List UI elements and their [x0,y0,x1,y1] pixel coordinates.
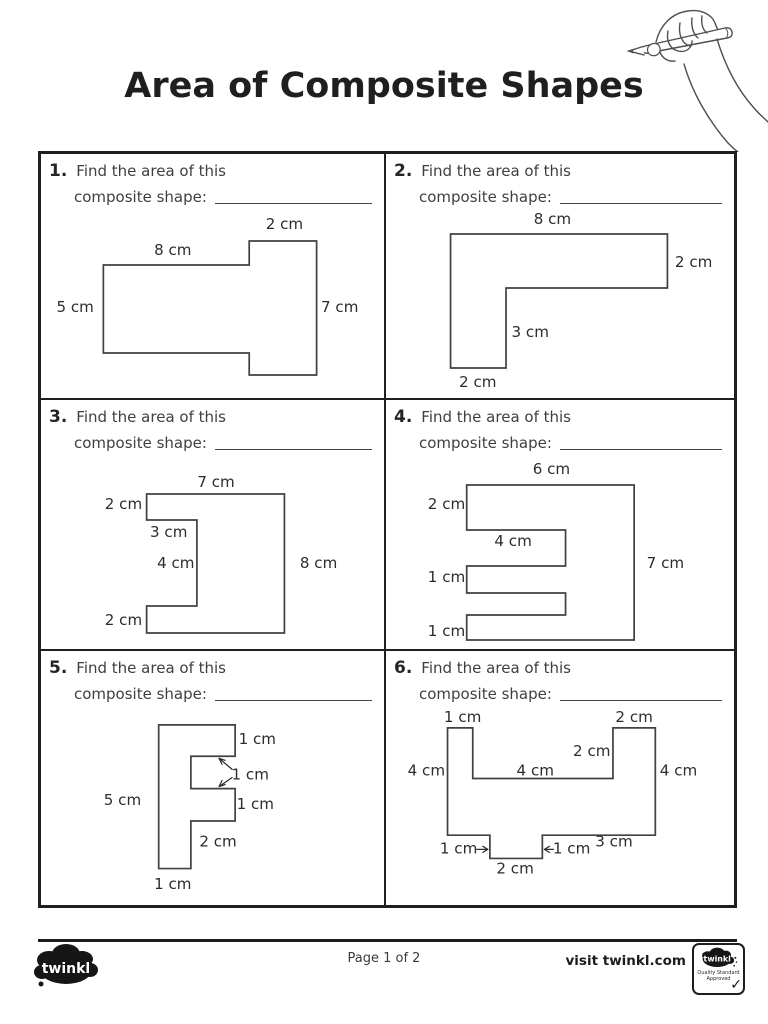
dimension-label: 3 cm [150,523,188,541]
quality-standard-badge [692,943,745,995]
badge-logo-text: twinkl [703,954,731,964]
dimension-label: 7 cm [646,554,685,572]
answer-line[interactable] [560,699,722,701]
question-prompt [49,159,374,210]
question-prompt [394,159,724,210]
dimension-label: 2 cm [459,373,497,391]
dimension-label: 2 cm [573,742,611,761]
dimension-label: 6 cm [532,460,571,478]
dimension-label: 3 cm [511,323,549,341]
prompt-line2: composite shape: [419,434,552,452]
twinkl-logo-text: twinkl [41,961,91,977]
prompt-line1: Find the area of this [76,408,226,426]
question-number: 6. [394,658,413,678]
dimension-label: 5 cm [56,298,94,316]
prompt-line2: composite shape: [74,685,207,703]
dimension-label: 2 cm [674,253,713,271]
dimension-label: 4 cm [659,761,698,780]
worksheet-grid [38,151,737,908]
prompt-line1: Find the area of this [421,162,571,180]
dimension-label: 1 cm [154,874,192,893]
dimension-label: 2 cm [104,611,143,629]
dimension-label: 8 cm [154,241,192,259]
question-cell-3 [41,400,386,651]
dimension-label: 5 cm [103,790,142,809]
prompt-line1: Find the area of this [76,659,226,677]
question-number: 4. [394,407,413,427]
prompt-line1: Find the area of this [421,659,571,677]
answer-line[interactable] [215,448,372,450]
dimension-label: 2 cm [496,859,534,878]
question-cell-5 [41,651,386,905]
prompt-line2: composite shape: [419,188,552,206]
prompt-line2: composite shape: [74,434,207,452]
badge-check-icon: ✓ [730,977,742,993]
footer-divider [38,939,737,942]
dimension-label: 1 cm [427,568,466,586]
question-prompt [49,656,374,707]
dimension-label: 8 cm [299,554,338,572]
answer-line[interactable] [560,202,722,204]
dimension-label: 2 cm [199,832,237,851]
dimension-label: 2 cm [615,707,653,726]
dimension-label: 4 cm [407,761,446,780]
dimension-label: 2 cm [427,495,466,513]
question-number: 3. [49,407,68,427]
dimension-label: 1 cm [427,622,466,640]
dimension-label: 7 cm [197,473,235,491]
page-title: Area of Composite Shapes [124,66,644,106]
dimension-label: 1 cm [552,839,591,858]
dimension-label: 1 cm [238,730,276,749]
question-cell-4 [386,400,734,651]
dimension-label: 4 cm [494,532,532,550]
question-number: 5. [49,658,68,678]
dimension-label: 1 cm [231,765,269,784]
answer-line[interactable] [560,448,722,450]
visit-twinkl-label: visit twinkl.com [565,953,686,969]
dimension-label: 1 cm [236,794,274,813]
question-prompt [49,405,374,456]
page-number: Page 1 of 2 [347,951,421,966]
dimension-label: 7 cm [321,298,359,316]
dimension-label: 2 cm [104,495,143,513]
prompt-line2: composite shape: [419,685,552,703]
question-prompt [394,656,724,707]
question-cell-1 [41,154,386,400]
dimension-label: 3 cm [595,832,633,851]
question-prompt [394,405,724,456]
answer-line[interactable] [215,699,372,701]
dimension-label: 8 cm [533,210,572,228]
question-number: 2. [394,161,413,181]
prompt-line2: composite shape: [74,188,207,206]
prompt-line1: Find the area of this [421,408,571,426]
badge-approval-line2: Approved [706,976,731,982]
dimension-label: 4 cm [157,554,195,572]
hand-holding-pencil-icon [620,0,768,152]
answer-line[interactable] [215,202,372,204]
dimension-label: 1 cm [439,839,478,858]
prompt-line1: Find the area of this [76,162,226,180]
question-cell-6 [386,651,734,905]
question-cell-2 [386,154,734,400]
badge-twinkl-cloud-icon [699,947,739,970]
twinkl-logo [33,941,99,991]
dimension-label: 4 cm [516,761,555,780]
badge-approval-line1: Quality Standard [697,970,740,976]
question-number: 1. [49,161,68,181]
dimension-label: 2 cm [265,215,304,233]
dimension-label: 1 cm [443,707,482,726]
